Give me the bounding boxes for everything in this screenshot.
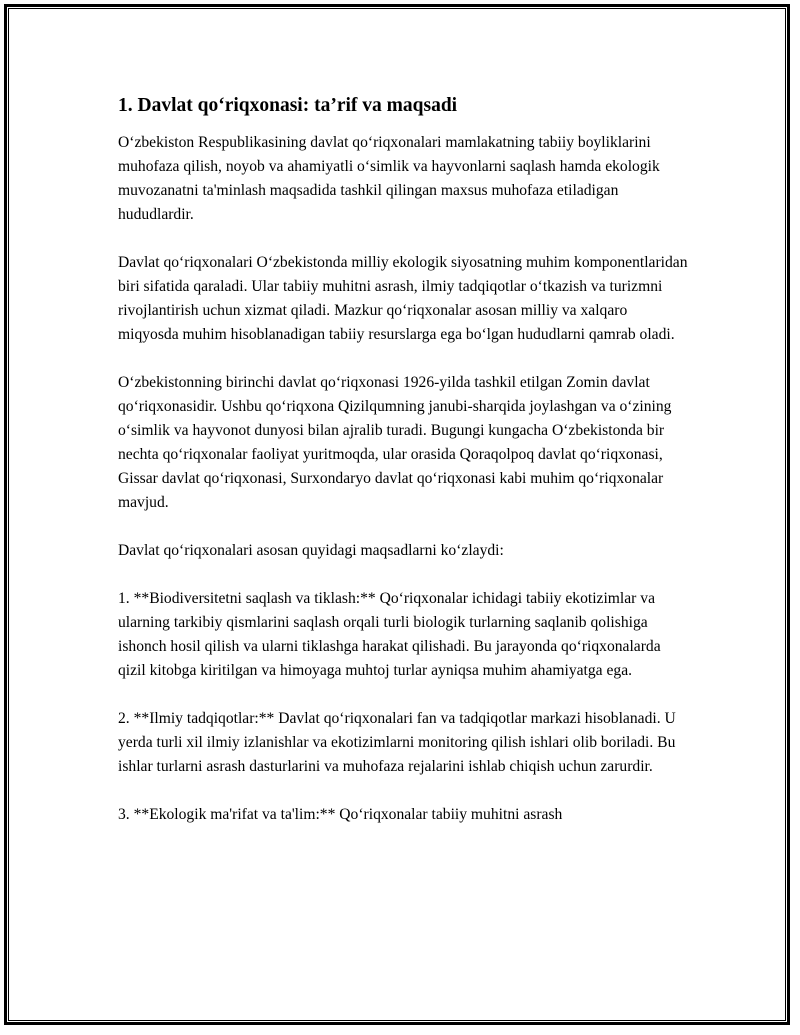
paragraph-history: O‘zbekistonning birinchi davlat qo‘riqxonasi 1926-yilda tashkil etilgan Zomin davlat qo‘riqxonasidir. Ushbu qo‘riqxona Qizilqumning janubi-sharqida joylashgan va o‘zining o‘simlik va hayvonot dunyosi bilan ajralib turadi. Bugungi kungacha O‘zbekistonda bir nechta qo‘riqxonalar faoliyat yuritmoqda, ular orasida Qoraqolpoq davlat qo‘riqxonasi, Gissar davlat qo‘riqxonasi, Surxondaryo davlat qo‘riqxonasi kabi muhim qo‘riqxonalar mavjud. [118, 374, 672, 511]
list-item-research: 2. **Ilmiy tadqiqotlar:** Davlat qo‘riqxonalari fan va tadqiqotlar markazi hisoblanadi. U yerda turli xil ilmiy izlanishlar va ekotizimlarni monitoring qilish ishlari olib boriladi. Bu ishlar turlarni asrash dasturlarini va muhofaza rejalarini ishlab chiqish uchun zarurdir. [118, 710, 676, 775]
paragraph-intro: O‘zbekiston Respublikasining davlat qo‘riqxonalari mamlakatning tabiiy boyliklarini muhofaza qilish, noyob va ahamiyatli o‘simlik va hayvonlarni saqlash hamda ekologik muvozanatni ta'minlash maqsadida tashkil qilingan maxsus muhofaza etiladigan hududlardir. [118, 134, 660, 223]
document-body [118, 94, 688, 851]
paragraph-policy: Davlat qo‘riqxonalari O‘zbekistonda milliy ekologik siyosatning muhim komponentlaridan biri sifatida qaraladi. Ular tabiiy muhitni asrash, ilmiy tadqiqotlar o‘tkazish va turizmni rivojlantirish uchun xizmat qiladi. Mazkur qo‘riqxonalar asosan milliy va xalqaro miqyosda muhim hisoblanadigan tabiiy resurslarga ega bo‘lgan hududlarni qamrab oladi. [118, 254, 688, 343]
list-item-education: 3. **Ekologik ma'rifat va ta'lim:** Qo‘riqxonalar tabiiy muhitni asrash [118, 806, 563, 823]
paragraph-goals-intro: Davlat qo‘riqxonalari asosan quyidagi maqsadlarni ko‘zlaydi: [118, 542, 504, 559]
list-item-biodiversity: 1. **Biodiversitetni saqlash va tiklash:** Qo‘riqxonalar ichidagi tabiiy ekotizimlar va ularning tarkibiy qismlarini saqlash orqali turli biologik turlarning saqlanib qolishiga ishonch hosil qilish va ularni tiklashga harakat qilishadi. Bu jarayonda qo‘riqxonalarda qizil kitobga kiritilgan va himoyaga muhtoj turlar ayniqsa muhim ahamiyatga ega. [118, 590, 661, 679]
section-heading: 1. Davlat qo‘riqxonasi: ta’rif va maqsadi [118, 95, 458, 116]
